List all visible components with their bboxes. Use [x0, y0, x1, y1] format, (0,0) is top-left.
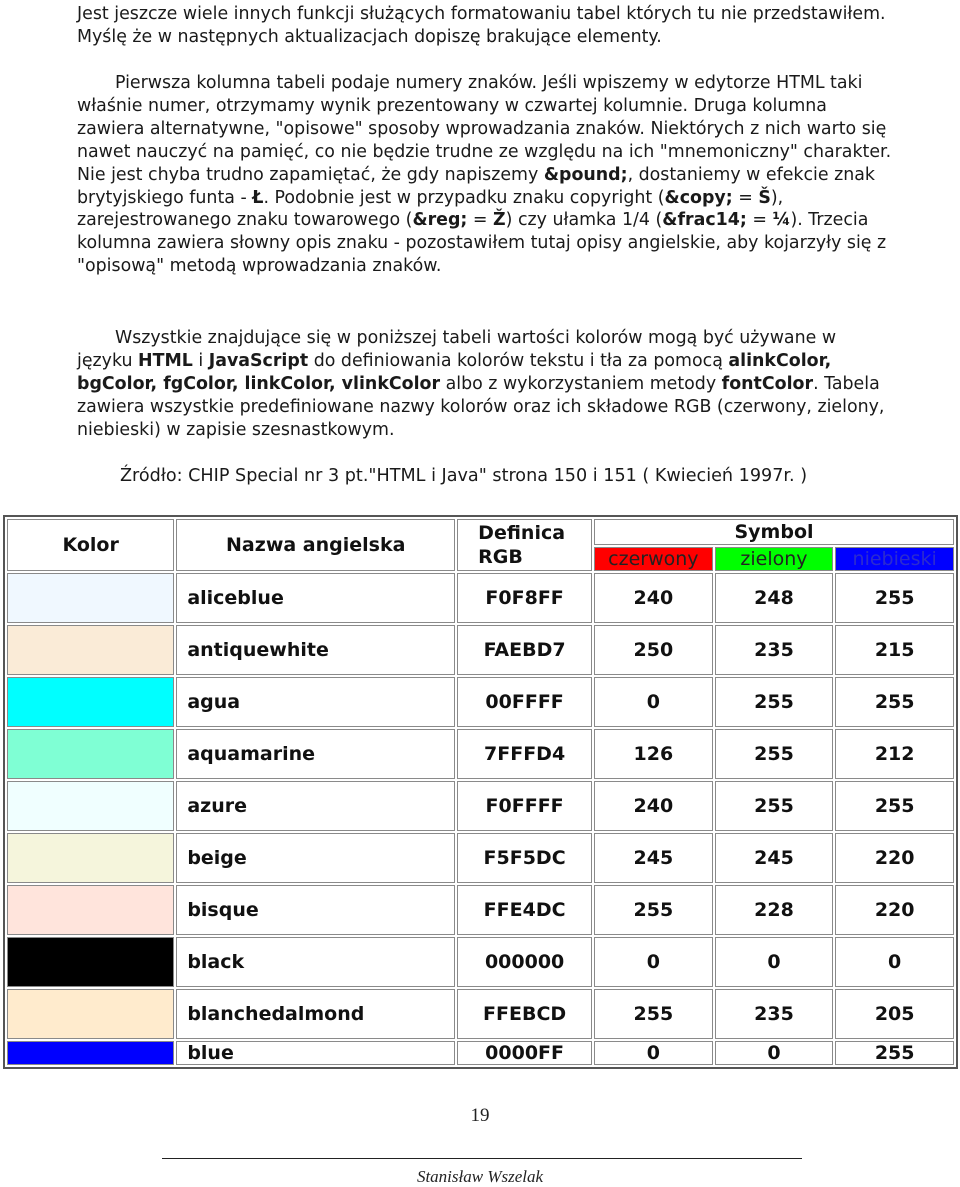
color-swatch [7, 833, 174, 883]
table-row [7, 885, 954, 935]
table-row [7, 989, 954, 1039]
color-swatch [7, 885, 174, 935]
text-run: alinkColor, bgColor, fgColor, linkColor, vlinkColor [77, 350, 832, 394]
color-blue: 255 [835, 1041, 954, 1065]
text-run: fontColor [721, 373, 814, 394]
text-run: = [746, 210, 773, 231]
color-hex: FFEBCD [457, 989, 592, 1039]
paragraph-intro [77, 3, 897, 49]
color-blue: 220 [835, 833, 954, 883]
color-red: 126 [594, 729, 713, 779]
color-hex: F5F5DC [457, 833, 592, 883]
color-hex: F0F8FF [457, 573, 592, 623]
footer-author: Stanisław Wszelak [416, 1167, 544, 1186]
table-row [7, 729, 954, 779]
color-red: 245 [594, 833, 713, 883]
color-green: 0 [715, 937, 834, 987]
color-swatch [7, 573, 174, 623]
color-green: 255 [715, 781, 834, 831]
color-green: 248 [715, 573, 834, 623]
color-red: 240 [594, 781, 713, 831]
color-name: blanchedalmond [176, 989, 455, 1039]
color-green: 245 [715, 833, 834, 883]
table-row [7, 833, 954, 883]
header-zielony: zielony [715, 547, 834, 571]
color-green: 235 [715, 989, 834, 1039]
color-swatch [7, 781, 174, 831]
header-nazwa: Nazwa angielska [176, 519, 455, 571]
text-run: albo z wykorzystaniem metody [440, 373, 722, 394]
text-run: Pierwsza kolumna tabeli podaje numery znaków. Jeśli wpiszemy w edytorze HTML taki właśnie numer, otrzymamy wynik prezentowany w czwartej kolumnie. Druga kolumna zawiera alternatywne, "opisowe" sposoby wprowadzania znaków. Niektórych z nich warto się nawet nauczyć na pamięć, co nie będzie trudne ze względu na ich "mnemoniczny" charakter. Nie jest chyba trudno zapamiętać, że gdy napiszemy [77, 73, 892, 185]
color-red: 0 [594, 677, 713, 727]
color-blue: 255 [835, 573, 954, 623]
text-run: HTML [138, 350, 193, 371]
color-name: azure [176, 781, 455, 831]
color-swatch [7, 937, 174, 987]
text-run: Š [758, 187, 771, 208]
color-hex: 7FFFD4 [457, 729, 592, 779]
paragraph-character-table [77, 72, 897, 278]
header-definica [457, 519, 592, 571]
paragraph-rich-text [77, 328, 884, 440]
color-hex: 0000FF [457, 1041, 592, 1065]
table-row [7, 573, 954, 623]
source-citation: Źródło: CHIP Special nr 3 pt."HTML i Java" strona 150 i 151 ( Kwiecień 1997r. ) [120, 466, 808, 486]
text-run: , dostaniemy w efekcie znak brytyjskiego funta - [77, 164, 875, 208]
text-run: = [467, 210, 494, 231]
color-green: 255 [715, 677, 834, 727]
text-run: &reg; [412, 210, 468, 231]
text-run: = [732, 187, 759, 208]
text-run: ). Trzecia kolumna zawiera słowny opis znaku - pozostawiłem tutaj opisy angielskie, aby kojarzyły się z "opisową" metodą wprowadzania znaków. [77, 210, 887, 277]
paragraph-text [77, 327, 897, 442]
text-run: ), zarejestrowanego znaku towarowego ( [77, 187, 784, 231]
color-red: 0 [594, 1041, 713, 1065]
color-hex: 000000 [457, 937, 592, 987]
color-red: 250 [594, 625, 713, 675]
color-swatch [7, 989, 174, 1039]
text-run: Jest jeszcze wiele innych funkcji służących formatowaniu tabel których tu nie przedstawiłem. Myślę że w następnych aktualizacjach dopiszę brakujące elementy. [77, 4, 886, 47]
page-number: 19 [470, 1105, 490, 1126]
color-name: black [176, 937, 455, 987]
color-hex: F0FFFF [457, 781, 592, 831]
header-czerwony: czerwony [594, 547, 713, 571]
footer-divider [162, 1158, 802, 1159]
color-swatch [7, 677, 174, 727]
text-run: &copy; [664, 187, 733, 208]
color-green: 228 [715, 885, 834, 935]
text-run: Ł [252, 187, 264, 208]
color-swatch [7, 625, 174, 675]
header-kolor: Kolor [7, 519, 174, 571]
color-blue: 220 [835, 885, 954, 935]
table-header-row [7, 519, 954, 545]
text-run: ¼ [772, 210, 791, 231]
header-niebieski: niebieski [835, 547, 954, 571]
color-name: agua [176, 677, 455, 727]
color-green: 0 [715, 1041, 834, 1065]
color-red: 255 [594, 989, 713, 1039]
text-run: JavaScript [208, 350, 309, 371]
text-run: &pound; [543, 164, 628, 185]
color-name: antiquewhite [176, 625, 455, 675]
table-row [7, 1041, 954, 1065]
color-red: 240 [594, 573, 713, 623]
color-red: 0 [594, 937, 713, 987]
header-symbol: Symbol [594, 519, 954, 545]
paragraph-text [77, 72, 897, 278]
color-blue: 212 [835, 729, 954, 779]
paragraph-colors [77, 327, 897, 442]
text-run: . Podobnie jest w przypadku znaku copyright ( [263, 187, 665, 208]
paragraph-text [77, 3, 897, 49]
color-hex: FFE4DC [457, 885, 592, 935]
color-name: aquamarine [176, 729, 455, 779]
color-red: 255 [594, 885, 713, 935]
color-hex: 00FFFF [457, 677, 592, 727]
text-run: do definiowania kolorów tekstu i tła za pomocą [308, 350, 729, 371]
color-name: beige [176, 833, 455, 883]
color-blue: 205 [835, 989, 954, 1039]
color-table [3, 515, 958, 1069]
text-run: ) czy ułamka 1/4 ( [505, 210, 663, 231]
text-run: &frac14; [662, 210, 747, 231]
color-green: 235 [715, 625, 834, 675]
color-green: 255 [715, 729, 834, 779]
paragraph-rich-text [77, 73, 891, 276]
color-swatch [7, 729, 174, 779]
table-row [7, 781, 954, 831]
text-run: . Tabela zawiera wszystkie predefiniowane nazwy kolorów oraz ich składowe RGB (czerwony, zielony, niebieski) w zapisie szesnastkowym. [77, 373, 885, 440]
color-hex: FAEBD7 [457, 625, 592, 675]
text-run: Ž [493, 210, 506, 231]
table-row [7, 625, 954, 675]
color-blue: 215 [835, 625, 954, 675]
table-row [7, 937, 954, 987]
color-name: bisque [176, 885, 455, 935]
color-blue: 255 [835, 677, 954, 727]
color-name: blue [176, 1041, 455, 1065]
color-swatch [7, 1041, 174, 1065]
table-row [7, 677, 954, 727]
color-name: aliceblue [176, 573, 455, 623]
color-blue: 0 [835, 937, 954, 987]
text-run: i [192, 350, 209, 371]
header-definica-label: Definica RGB [478, 522, 566, 568]
color-blue: 255 [835, 781, 954, 831]
text-run: Wszystkie znajdujące się w poniższej tabeli wartości kolorów mogą być używane w języku [77, 328, 837, 371]
